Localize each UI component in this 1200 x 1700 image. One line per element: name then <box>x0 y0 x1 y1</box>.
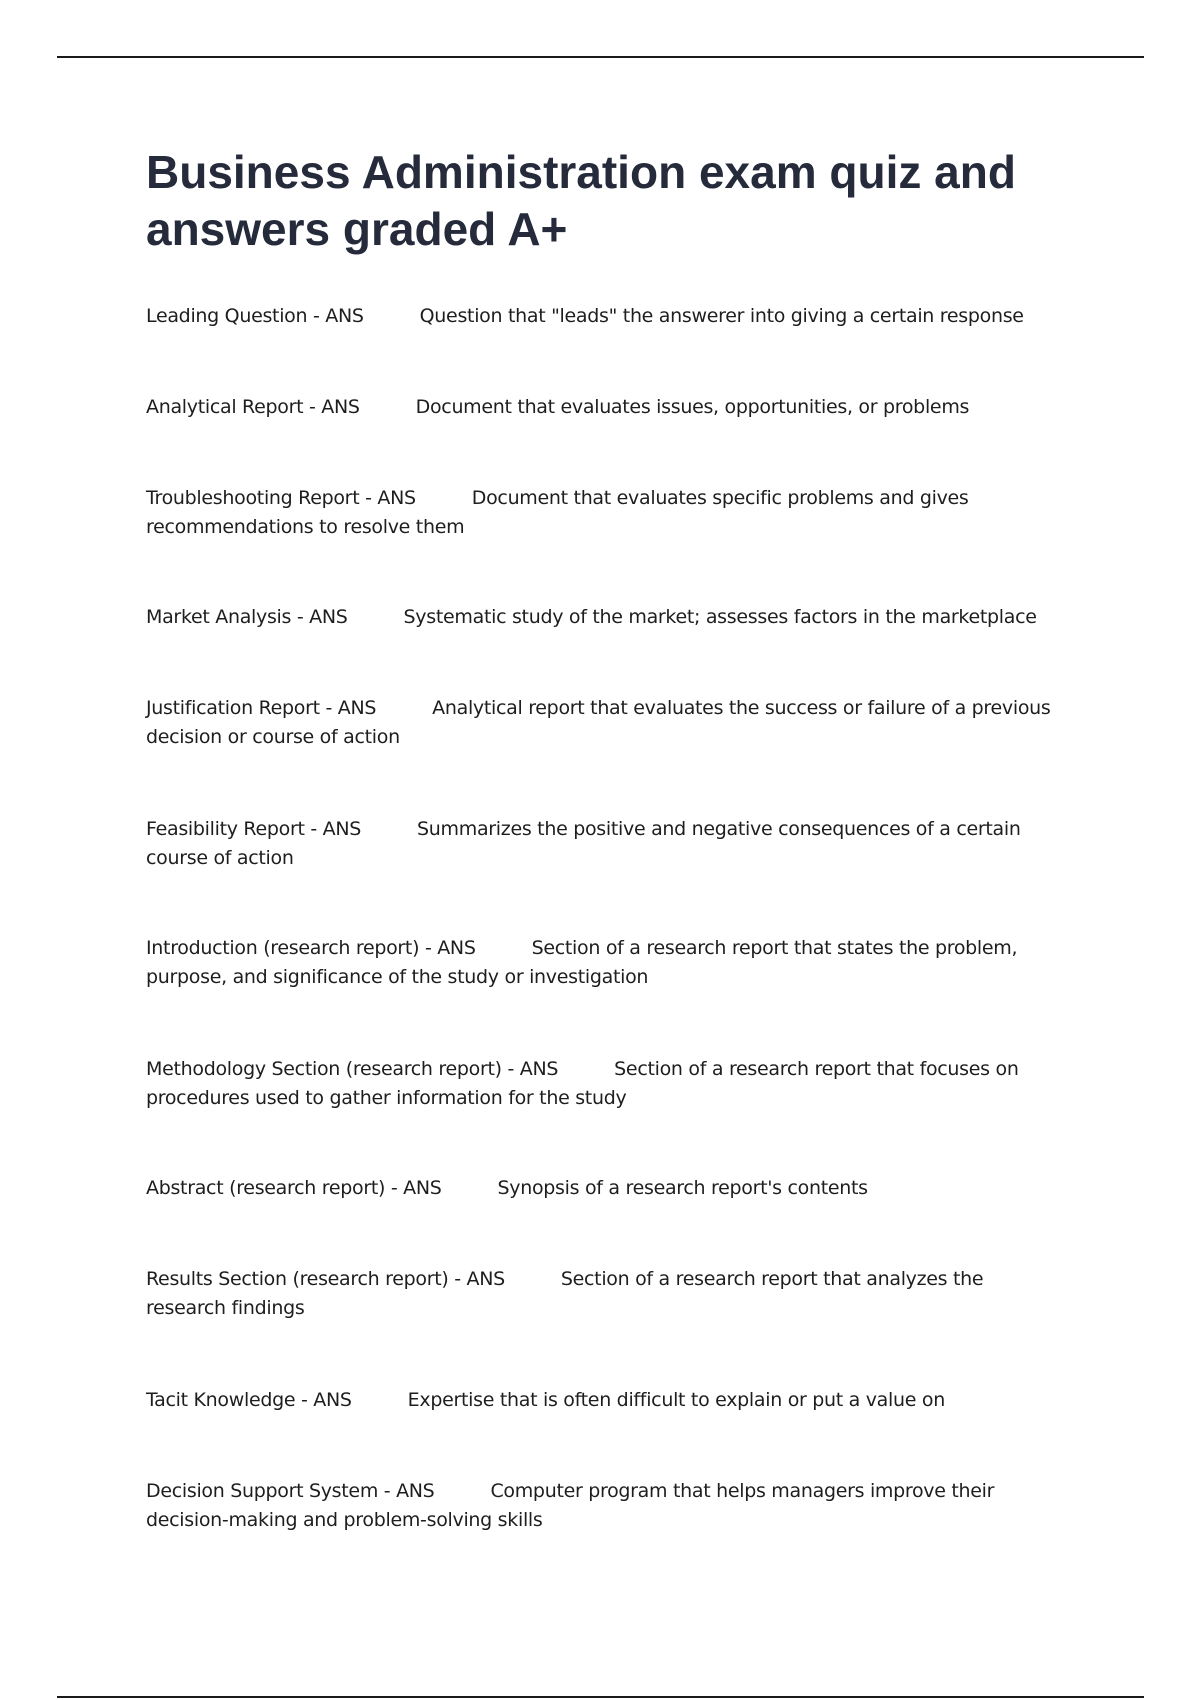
qa-definition: Expertise that is often difficult to explain or put a value on <box>407 1389 945 1411</box>
ans-marker: - ANS <box>307 305 364 327</box>
ans-marker: - ANS <box>295 1389 352 1411</box>
qa-item <box>146 1055 1066 1113</box>
ans-marker: - ANS <box>291 606 348 628</box>
qa-term: Tacit Knowledge <box>146 1389 296 1411</box>
qa-definition: Analytical report that evaluates the success or failure of a previous decision or course of action <box>146 697 1051 748</box>
qa-item <box>146 1265 1066 1323</box>
qa-term: Results Section (research report) <box>146 1268 449 1290</box>
top-rule <box>57 56 1144 58</box>
qa-term: Analytical Report <box>146 396 304 418</box>
ans-marker: - ANS <box>378 1480 435 1502</box>
qa-item <box>146 934 1066 992</box>
qa-definition: Document that evaluates specific problems and gives recommendations to resolve them <box>146 487 969 538</box>
ans-marker: - ANS <box>319 697 377 719</box>
qa-item <box>146 603 1066 632</box>
qa-item <box>146 815 1066 873</box>
bottom-rule <box>57 1696 1144 1698</box>
ans-marker: - ANS <box>359 487 416 509</box>
qa-item <box>146 1477 1066 1535</box>
qa-definition: Summarizes the positive and negative consequences of a certain course of action <box>146 818 1021 869</box>
qa-term: Decision Support System <box>146 1480 379 1502</box>
qa-definition: Section of a research report that focuses on procedures used to gather information for the study <box>146 1058 1019 1109</box>
ans-marker: - ANS <box>304 818 362 840</box>
qa-definition: Computer program that helps managers improve their decision-making and problem-solving skills <box>146 1480 995 1531</box>
qa-item <box>146 1174 1066 1203</box>
qa-item <box>146 302 1066 331</box>
qa-item <box>146 393 1066 422</box>
qa-item <box>146 694 1066 752</box>
qa-term: Introduction (research report) <box>146 937 420 959</box>
ans-marker: - ANS <box>501 1058 559 1080</box>
qa-definition: Document that evaluates issues, opportunities, or problems <box>415 396 970 418</box>
qa-term: Leading Question <box>146 305 308 327</box>
qa-item <box>146 484 1066 542</box>
ans-marker: - ANS <box>385 1177 442 1199</box>
qa-definition: Section of a research report that analyzes the research findings <box>146 1268 984 1319</box>
qa-definition: Synopsis of a research report's contents <box>497 1177 868 1199</box>
qa-term: Market Analysis <box>146 606 292 628</box>
qa-term: Feasibility Report <box>146 818 305 840</box>
qa-definition: Systematic study of the market; assesses factors in the marketplace <box>403 606 1037 628</box>
qa-term: Methodology Section (research report) <box>146 1058 502 1080</box>
ans-marker: - ANS <box>448 1268 505 1290</box>
ans-marker: - ANS <box>419 937 476 959</box>
page-title: Business Administration exam quiz and answers graded A+ <box>146 146 1016 255</box>
qa-definition: Section of a research report that states the problem, purpose, and significance of the study or investigation <box>146 937 1018 988</box>
ans-marker: - ANS <box>303 396 360 418</box>
qa-term: Troubleshooting Report <box>146 487 360 509</box>
qa-definition: Question that "leads" the answerer into giving a certain response <box>419 305 1024 327</box>
qa-term: Justification Report <box>146 697 320 719</box>
qa-item <box>146 1386 1066 1415</box>
qa-term: Abstract (research report) <box>146 1177 386 1199</box>
